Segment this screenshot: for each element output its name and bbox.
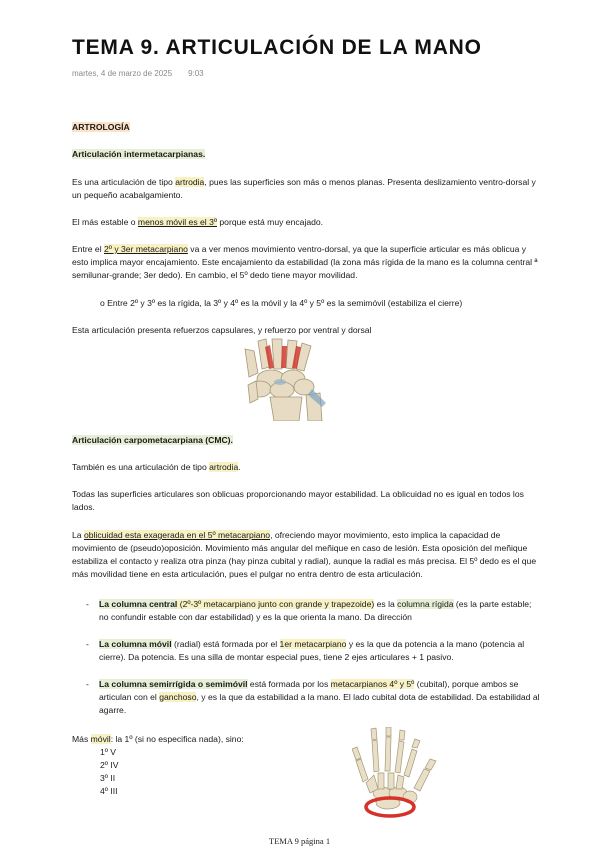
paragraph-oblicuas: Todas las superficies articulares son oblicuas proporcionando mayor estabilidad. La oblicuidad no es igual en todos los lados. [72,489,524,512]
mobility-list [100,746,180,798]
page-footer: TEMA 9 página 1 [268,836,331,846]
paragraph-refuerzos: Esta articulación presenta refuerzos capsulares, y refuerzo por ventral y dorsal [72,325,372,335]
note-date: martes, 4 de marzo de 2025 [72,69,173,78]
heading-artrologia: ARTROLOGÍA [72,122,130,132]
paragraph-estable: El más estable o menos móvil es el 3º porque está muy encajado. [72,217,324,227]
subheading-cmc: Articulación carpometacarpiana (CMC). [72,435,233,445]
section-heading [72,121,542,134]
list-item: 4º III [100,786,118,796]
note-meta [72,69,204,78]
subpoint-columnas: o Entre 2º y 3º es la rígida, la 3º y 4º es la móvil y la 4º y 5º es la semimóvil (estabiliza el cierre) [100,298,463,308]
paragraph-tipo: Es una articulación de tipo artrodia, pues las superficies son más o menos planas. Presenta deslizamiento ventro-dorsal y un pequeño acabalgamiento. [72,177,536,200]
hand-bones-image [352,727,438,821]
list-item: 1º V [100,747,117,757]
subheading-intermetacarpianas: Articulación intermetacarpianas. [72,149,206,159]
paragraph-oblicuidad: La oblicuidad esta exagerada en el 5º metacarpiano, ofreciendo mayor movimiento, esto implica la capacidad de movimiento de (pseudo)oposición. Movimiento más angular del meñique en caso de lesión. Esta oposición del meñique estabiliza el contacto y realiza otra pinza (hay pinza cubital y radial), aunque la radial es más precisa. El 5º dedo es el que más movilidad tiene en esta articulación, pues el pulgar no entra dentro de esta articulación. [72,530,537,579]
paragraph-cmc-tipo: También es una articulación de tipo artrodia. [72,462,241,472]
document-page: TEMA 9. ARTICULACIÓN DE LA MANO martes, 4 de marzo de 2025 9:03 ARTROLOGÍA Articulación intermetacarpianas. Es una articulación de tipo artrodia, pues las superficies son más o menos planas. Presenta deslizamiento ventro-dorsal y un pequeño acabalgamiento. El más estable o menos móvil es el 3º porque está muy encajado. Entre el 2º y 3er metacarpiano va a ver menos movimiento ventro-dorsal, ya que la superficie articular es más oblicua y esto implica mayor encajamiento. Este encajamiento da estabilidad (la zona más rígida de la mano es la columna central ª semilunar-grande; 3er dedo). En cambio, el 5º dedo tiene mayor movilidad. o Entre 2º y 3º es la rígida, la 3º y 4º es la móvil y la 4º y 5º es la semimóvil (estabiliza el cierre) Esta articulación presenta refuerzos capsulares, y refuerzo por ventral y dorsal Articulación carpometacarpiana (CMC). También es una articulación de tipo artrodia. Todas las superficies articulares son oblicuas proporcionando mayor estabilidad. La oblicuidad no es igual en todos los lados. La oblicuidad esta exagerada en el 5º metacarpiano, ofreciendo mayor movimiento, esto implica la capacidad de movimiento de (pseudo)oposición. Movimiento más angular del meñique en caso de lesión. Esta oposición del meñique estabiliza el contacto y realiza otra pinza (hay pinza cubital y radial), aunque la radial es más precisa. El 5º dedo es el que más movilidad tiene en esta articulación, pues el pulgar no entra dentro de esta articulación. - La columna central (2º-3º metacarpiano junto con grande y trapezoide) es la columna rígida (es la parte estable; no confundir estable con dar estabilidad) y es la que orienta la mano. Da dirección - La columna móvil (radial) está formada por el 1er metacarpiano y es la que da potencia a la mano (potencia al cierre). Da potencia. Es una silla de montar especial pues, tiene 2 ejes articulares + 1 pasivo. - La columna semirrígida o semimóvil está formada por los metacarpianos 4º y 5º (cubital), porque ambos se articulan con el ganchoso, y es la que da estabilidad a la mano. El lado cubital dota de estabilidad. Da estabilidad al agarre. Más móvil: la 1º (si no especifica nada), sino: 1º V 2º IV 3º II 4º III TEMA 9 página 1 [0,0,599,848]
wrist-bones-image [236,337,332,421]
note-time: 9:03 [188,69,204,78]
paragraph-encajamiento: Entre el 2º y 3er metacarpiano va a ver menos movimiento ventro-dorsal, ya que la superficie articular es más oblicua y esto implica mayor encajamiento. Este encajamiento da estabilidad (la zona más rígida de la mano es la columna central ª semilunar-grande; 3er dedo). En cambio, el 5º dedo tiene mayor movilidad. [72,244,538,280]
list-item: 2º IV [100,760,119,770]
list-item: 3º II [100,773,116,783]
page-title: TEMA 9. ARTICULACIÓN DE LA MANO [72,36,482,59]
paragraph-mas-movil: Más móvil: la 1º (si no especifica nada), sino: [72,734,244,744]
